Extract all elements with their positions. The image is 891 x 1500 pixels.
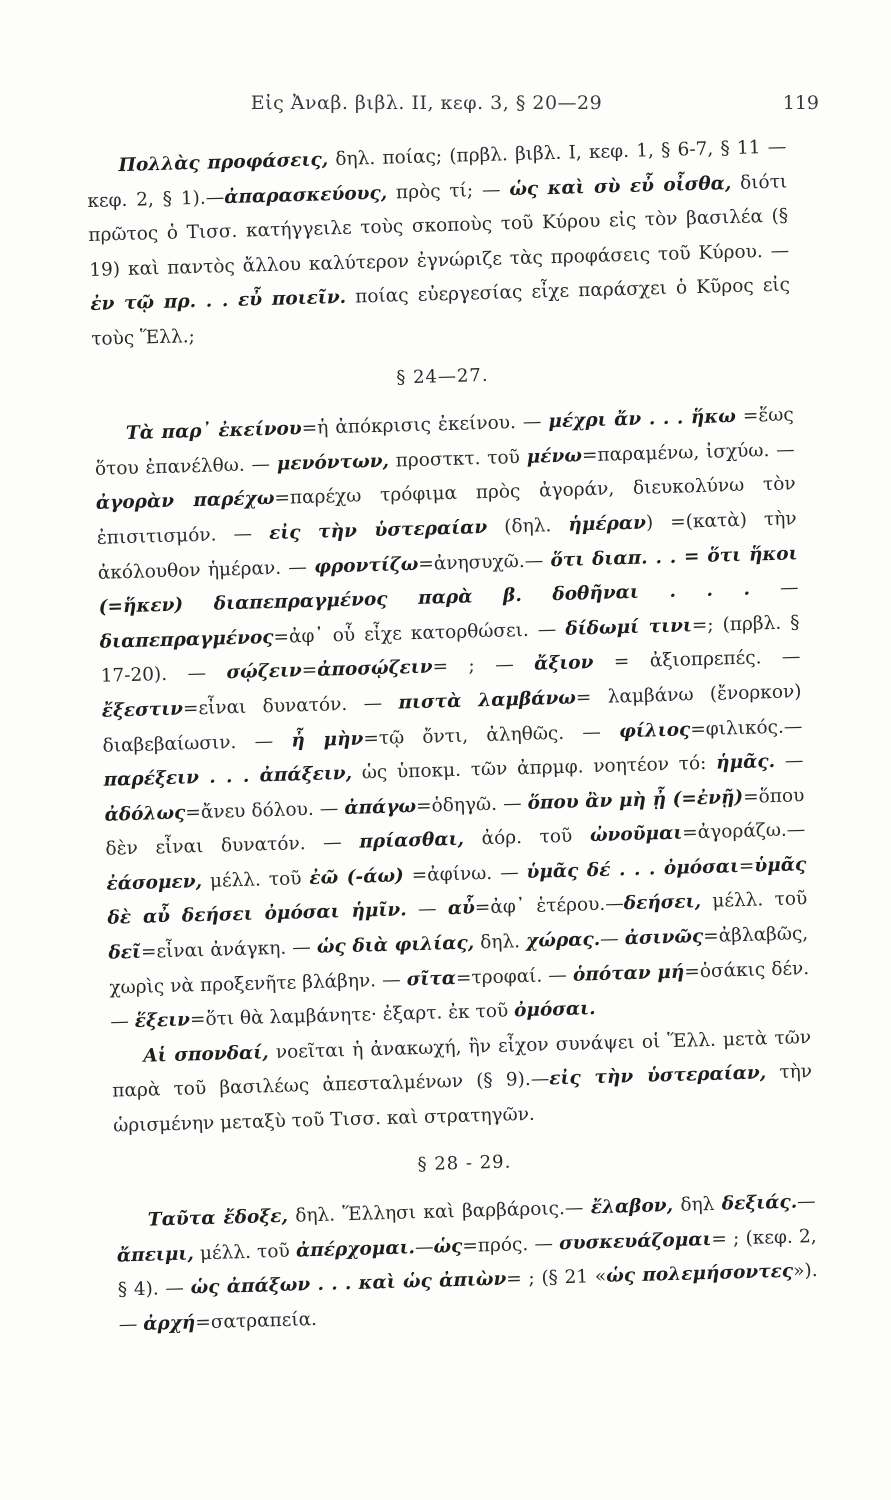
paragraph-section-28-29 bbox=[115, 1185, 819, 1343]
commentary-run: § 28 - 29. bbox=[417, 1151, 512, 1175]
commentary-run: =τῷ ὄντι, ἀληθῶς. — bbox=[363, 720, 620, 749]
commentary-run: =φιλικός.— bbox=[689, 715, 803, 740]
commentary-run: — bbox=[774, 750, 804, 773]
lemma-term: αὖ bbox=[447, 897, 476, 920]
lemma-term: μενόντων, bbox=[276, 450, 390, 475]
commentary-text bbox=[86, 130, 819, 1343]
commentary-run: § 24—27. bbox=[396, 364, 489, 388]
commentary-run: =πρός. — bbox=[462, 1233, 560, 1257]
lemma-term: χώρας. bbox=[525, 929, 601, 953]
commentary-run: — bbox=[749, 577, 799, 600]
commentary-run: μέλλ. τοῦ bbox=[700, 888, 808, 913]
lemma-term: Τὰ παρ᾽ ἐκείνου bbox=[125, 418, 303, 445]
lemma-term: ἀσινῶς bbox=[624, 926, 704, 950]
paragraph-section-20-23 bbox=[86, 130, 792, 357]
lemma-term: ἐν τῷ πρ. . . εὖ ποιεῖν. bbox=[90, 287, 347, 316]
commentary-run: =παραμένω, ἰσχύω. — bbox=[581, 439, 795, 467]
commentary-run: τὴν ὡρισμένην μεταξὺ τοῦ Τισσ. καὶ στρατηγῶν. bbox=[112, 1061, 813, 1137]
commentary-run: ὡς ὑποκμ. τῶν ἀπρμφ. νοητέον τό: bbox=[351, 752, 717, 784]
section-heading-28-29 bbox=[114, 1137, 815, 1191]
commentary-run: μέλλ. τοῦ bbox=[201, 867, 310, 892]
lemma-term: ὑμᾶς δὲ αὖ δεήσει ὀμόσαι ἡμῖν. bbox=[107, 854, 807, 930]
lemma-term: ἀπέρχομαι. bbox=[295, 1237, 416, 1262]
commentary-run: =τροφαί. — bbox=[455, 964, 574, 989]
commentary-run: =ἄνευ δόλου. — bbox=[185, 797, 345, 824]
lemma-term: εἰς τὴν ὑστεραίαν, bbox=[548, 1062, 767, 1090]
lemma-term: ἀπαρασκεύους, bbox=[223, 182, 388, 208]
lemma-term: ἔλαβον, bbox=[590, 1195, 674, 1219]
commentary-run: — bbox=[414, 1236, 434, 1259]
commentary-run: διότι πρῶτος ὁ Τισσ. κατήγγειλε τοὺς σκοποὺς τοῦ Κύρου εἰς τὸν βασιλέα (§ 19) καὶ παντὸς ἄλλου καλύτερον ἐγνώριζε τὰς προφάσεις τοῦ Κύρου. — bbox=[88, 171, 790, 281]
lemma-term: ὡς καὶ σὺ εὖ οἶσθα, bbox=[508, 172, 732, 200]
lemma-term: ὀμόσαι. bbox=[513, 998, 596, 1022]
commentary-run: =παρέχω τρόφιμα πρὸς ἀγοράν, διευκολύνω τὸν ἐπισιτισμόν. — bbox=[96, 473, 796, 549]
lemma-term: ἡμᾶς. bbox=[715, 751, 776, 774]
commentary-run: =ἀβλαβῶς, χωρὶς νὰ προξενῆτε βλάβην. — bbox=[109, 923, 809, 999]
commentary-run: νοεῖται ἡ ἀνακωχή, ἣν εἶχον συνάψει οἱ Ἕλλ. μετὰ τῶν παρὰ τοῦ βασιλέως ἀπεσταλμένων (§ 9).— bbox=[112, 1026, 812, 1103]
lemma-term: πρίασθαι, bbox=[359, 829, 465, 853]
commentary-run: ποίας εὐεργεσίας εἶχε παράσχει ὁ Κῦρος εἰς τοὺς Ἕλλ.; bbox=[90, 274, 791, 350]
commentary-run: =ἡ ἀπόκρισις ἐκείνου. — bbox=[301, 411, 549, 440]
commentary-run: =εἶναι δυνατόν. — bbox=[182, 692, 399, 720]
lemma-term: ἄπειμι, bbox=[116, 1243, 195, 1267]
lemma-term: φροντίζω bbox=[313, 553, 419, 578]
lemma-term: ἀπάγω bbox=[344, 795, 417, 819]
commentary-run: = λαμβάνω (ἔνορκον) διαβεβαίωσιν. — bbox=[102, 681, 802, 757]
lemma-term: ὡς διὰ φιλίας, bbox=[316, 932, 475, 958]
lemma-term: συσκευάζομαι bbox=[558, 1228, 712, 1255]
commentary-run: = bbox=[738, 855, 755, 877]
lemma-term: ὅτι διαπ. . . = ὅτι ἥκοι (=ἥκεν) διαπεπραγμένος παρὰ β. δοθῆναι . . . bbox=[98, 542, 798, 618]
commentary-run: »).— bbox=[118, 1260, 818, 1336]
lemma-term: σῴζειν bbox=[226, 660, 303, 684]
lemma-term: παρέξειν . . . ἀπάξειν, bbox=[103, 762, 353, 791]
commentary-run: =ὁδηγῶ. — bbox=[415, 792, 528, 817]
lemma-term: δίδωμί τινι bbox=[565, 614, 693, 640]
commentary-run: (δηλ. bbox=[486, 514, 569, 538]
section-heading-24-27 bbox=[92, 350, 793, 404]
lemma-term: ὠνοῦμαι bbox=[589, 822, 683, 847]
commentary-run: μέλλ. τοῦ bbox=[193, 1240, 297, 1265]
lemma-term: ἕξειν bbox=[134, 1009, 191, 1033]
commentary-run: =; (πρβλ. § 17-20). — bbox=[100, 611, 800, 688]
commentary-run: = ; — bbox=[432, 654, 535, 678]
commentary-run: =ὅτι θὰ λαμβάνητε· ἐξαρτ. ἐκ τοῦ bbox=[189, 1000, 515, 1031]
lemma-term: μένω bbox=[526, 445, 583, 468]
paragraph-spondai bbox=[111, 1021, 814, 1144]
lemma-term: Αἱ σπονδαί, bbox=[143, 1042, 269, 1067]
lemma-term: διαπεπραγμένος bbox=[99, 626, 274, 653]
lemma-term: ὁπόταν μή bbox=[572, 961, 685, 986]
commentary-run: =ἀφ᾽ οὗ εἶχε κατορθώσει. — bbox=[273, 618, 566, 648]
commentary-run: =ἕως ὅτου ἐπανέλθω. — bbox=[94, 404, 794, 480]
running-title: Εἰς Ἀναβ. βιβλ. ΙΙ, κεφ. 3, § 20—29 bbox=[250, 92, 603, 114]
commentary-run: ἀόρ. τοῦ bbox=[463, 825, 591, 850]
lemma-term: δεήσει, bbox=[623, 891, 702, 915]
lemma-term: μέχρι ἄν . . . ἥκω bbox=[548, 406, 737, 433]
commentary-run: ) =(κατὰ) τὴν ἀκόλουθον ἡμέραν. — bbox=[97, 508, 797, 584]
lemma-term: ὑμᾶς δέ . . . ὀμόσαι bbox=[526, 855, 740, 883]
lemma-term: πιστὰ λαμβάνω bbox=[398, 687, 577, 714]
lemma-term: δεξιάς. bbox=[721, 1191, 798, 1215]
commentary-run: = ; (κεφ. 2, § 4). — bbox=[117, 1225, 817, 1301]
commentary-run: = bbox=[301, 660, 318, 682]
commentary-run: δηλ bbox=[672, 1193, 723, 1217]
lemma-term: ἄξιον bbox=[533, 652, 594, 675]
commentary-run: προστκτ. τοῦ bbox=[388, 446, 527, 472]
lemma-term: ἀγορὰν παρέχω bbox=[95, 488, 275, 515]
lemma-term: ἐῶ (-άω) bbox=[309, 865, 405, 889]
lemma-term: φίλιος bbox=[618, 718, 691, 742]
lemma-term: σῖτα bbox=[406, 967, 457, 991]
lemma-term: εἰς τὴν ὑστεραίαν bbox=[268, 516, 488, 544]
commentary-run: =ἀγοράζω.— bbox=[681, 819, 806, 844]
commentary-run: δηλ. Ἕλλησι καὶ βαρβάροις.— bbox=[287, 1197, 592, 1227]
commentary-run: =σατραπεία. bbox=[195, 1309, 318, 1334]
commentary-run: =ἀνησυχῶ.— bbox=[418, 549, 551, 575]
commentary-run: =εἶναι ἀνάγκη. — bbox=[140, 936, 318, 963]
lemma-term: δεῖ bbox=[108, 941, 142, 964]
lemma-term: ἡμέραν bbox=[568, 512, 647, 536]
commentary-run: — bbox=[406, 898, 449, 921]
commentary-run: — bbox=[796, 1191, 816, 1213]
commentary-run: πρὸς τί; — bbox=[386, 178, 510, 204]
page-number: 119 bbox=[782, 92, 819, 114]
lemma-term: ὅπου ἂν μὴ ᾖ (=ἐνῇ) bbox=[527, 786, 744, 814]
lemma-term: ἦ μὴν bbox=[290, 727, 364, 751]
commentary-run: — bbox=[599, 928, 626, 951]
commentary-run: = ; (§ 21 « bbox=[505, 1266, 607, 1291]
commentary-run: δηλ. bbox=[473, 931, 527, 954]
lemma-term: Ταῦτα ἔδοξε, bbox=[147, 1206, 289, 1231]
lemma-term: ὡς πολεμήσοντες bbox=[605, 1261, 794, 1288]
commentary-run: = ἀξιοπρεπές. — bbox=[593, 646, 801, 674]
lemma-term: ἔξεστιν bbox=[101, 698, 184, 722]
paragraph-section-24-27 bbox=[93, 399, 810, 1041]
commentary-run: δηλ. ποίας; (πρβλ. βιβλ. Ι, κεφ. 1, § 6-7, § 11 —κεφ. 2, § 1).— bbox=[87, 136, 787, 212]
lemma-term: ἀρχή bbox=[142, 1312, 196, 1335]
lemma-term: ἀδόλως bbox=[104, 802, 186, 826]
lemma-term: Πολλὰς προφάσεις, bbox=[118, 149, 329, 177]
lemma-term: ὡς ἀπάξων . . . καὶ ὡς ἀπιὼν bbox=[190, 1269, 507, 1299]
lemma-term: ἀποσῴζειν bbox=[316, 656, 433, 682]
commentary-run: =ὁσάκις δέν. — bbox=[110, 957, 810, 1033]
commentary-run: =ἀφ᾽ ἑτέρου.— bbox=[474, 893, 625, 919]
page-header bbox=[80, 92, 819, 122]
lemma-term: ὡς bbox=[433, 1235, 463, 1258]
lemma-term: ἐάσομεν, bbox=[106, 870, 203, 895]
commentary-run: =ἀφίνω. — bbox=[403, 861, 527, 887]
commentary-run: =ὅπου δὲν εἶναι δυνατόν. — bbox=[105, 784, 805, 861]
